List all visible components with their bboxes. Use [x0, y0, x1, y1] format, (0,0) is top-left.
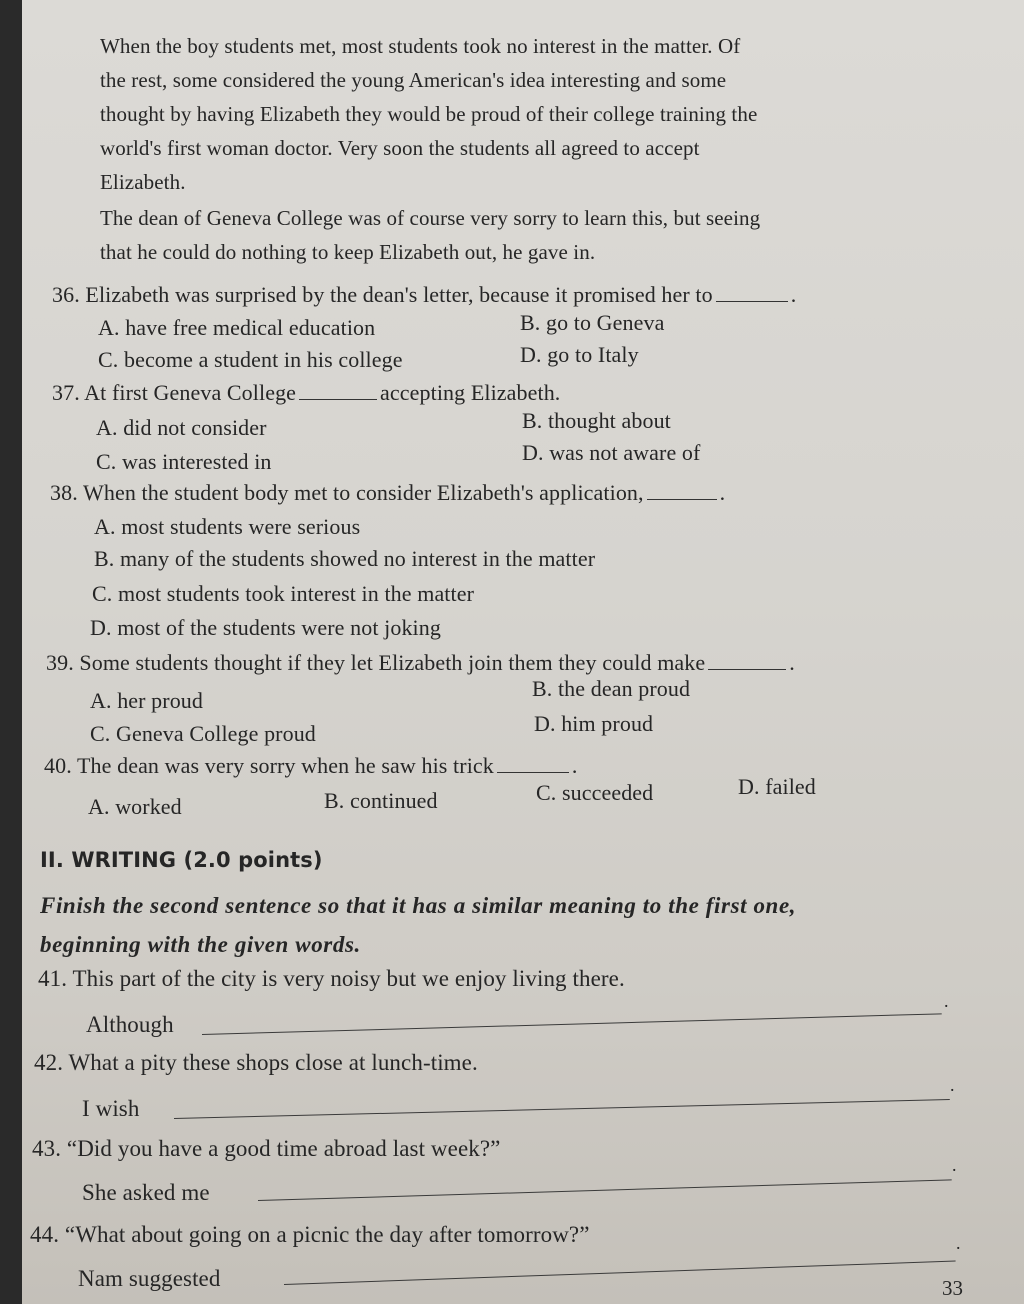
line-end-dot: .	[952, 1155, 957, 1175]
line-end-dot: .	[944, 991, 949, 1011]
q37-option-c[interactable]: C. was interested in	[96, 449, 272, 474]
q38-option-d[interactable]: D. most of the students were not joking	[90, 615, 441, 640]
line-end-dot: .	[956, 1233, 961, 1253]
passage-line: When the boy students met, most students took no interest in the matter. Of	[100, 34, 741, 58]
q40-option-c[interactable]: C. succeeded	[536, 780, 654, 805]
writing-item-43: 43. “Did you have a good time abroad last week?”	[32, 1136, 501, 1161]
q37-option-d[interactable]: D. was not aware of	[522, 440, 701, 465]
q36-option-d[interactable]: D. go to Italy	[520, 342, 639, 367]
answer-blank[interactable]	[647, 498, 717, 500]
answer-line[interactable]	[202, 1013, 942, 1035]
writing-prompt: Although	[86, 1012, 174, 1037]
question-36-stem: 36. Elizabeth was surprised by the dean's letter, because it promised her to .	[52, 282, 797, 307]
passage-line: that he could do nothing to keep Elizabeth out, he gave in.	[100, 240, 596, 264]
q40-option-a[interactable]: A. worked	[88, 794, 182, 819]
writing-item-42: 42. What a pity these shops close at lunch-time.	[34, 1050, 478, 1075]
passage-line: thought by having Elizabeth they would be proud of their college training the	[100, 102, 758, 126]
q37-option-b[interactable]: B. thought about	[522, 408, 671, 433]
passage-line: world's first woman doctor. Very soon the students all agreed to accept	[100, 136, 700, 160]
q39-option-a[interactable]: A. her proud	[90, 688, 204, 713]
q37-option-a[interactable]: A. did not consider	[96, 415, 267, 440]
question-38-stem: 38. When the student body met to consider Elizabeth's application, .	[50, 480, 726, 505]
answer-blank[interactable]	[716, 300, 788, 302]
q39-option-c[interactable]: C. Geneva College proud	[90, 721, 316, 746]
q36-option-c[interactable]: C. become a student in his college	[98, 347, 403, 372]
worksheet-page	[22, 0, 1024, 1304]
question-40-stem: 40. The dean was very sorry when he saw his trick .	[44, 753, 578, 778]
answer-blank[interactable]	[708, 668, 786, 670]
passage-line: the rest, some considered the young American's idea interesting and some	[100, 68, 727, 92]
q36-option-a[interactable]: A. have free medical education	[98, 315, 376, 340]
question-39-stem: 39. Some students thought if they let Elizabeth join them they could make .	[46, 650, 795, 675]
q38-option-c[interactable]: C. most students took interest in the matter	[92, 581, 475, 606]
writing-instruction: Finish the second sentence so that it has a similar meaning to the first one,	[40, 893, 797, 918]
page-number: 33	[942, 1276, 963, 1300]
writing-prompt: Nam suggested	[78, 1266, 221, 1291]
answer-blank[interactable]	[497, 771, 569, 773]
q39-option-b[interactable]: B. the dean proud	[532, 676, 691, 701]
q38-option-a[interactable]: A. most students were serious	[94, 514, 361, 539]
writing-instruction: beginning with the given words.	[40, 932, 361, 957]
q39-option-d[interactable]: D. him proud	[534, 711, 654, 736]
q40-option-d[interactable]: D. failed	[738, 774, 816, 799]
answer-line[interactable]	[258, 1179, 952, 1201]
passage-line: The dean of Geneva College was of course very sorry to learn this, but seeing	[100, 206, 761, 230]
question-37-stem: 37. At first Geneva College accepting Elizabeth.	[52, 380, 561, 405]
q40-option-b[interactable]: B. continued	[324, 788, 438, 813]
q36-option-b[interactable]: B. go to Geneva	[520, 310, 665, 335]
section-heading-writing: II. WRITING (2.0 points)	[40, 848, 323, 872]
passage-line: Elizabeth.	[100, 170, 186, 194]
writing-item-41: 41. This part of the city is very noisy but we enjoy living there.	[38, 966, 625, 991]
writing-item-44: 44. “What about going on a picnic the day after tomorrow?”	[30, 1222, 590, 1247]
q38-option-b[interactable]: B. many of the students showed no interest in the matter	[94, 546, 596, 571]
writing-prompt: I wish	[82, 1096, 140, 1121]
answer-line[interactable]	[284, 1261, 956, 1285]
answer-line[interactable]	[174, 1099, 950, 1119]
line-end-dot: .	[950, 1075, 955, 1095]
writing-prompt: She asked me	[82, 1180, 210, 1205]
answer-blank[interactable]	[299, 398, 377, 400]
